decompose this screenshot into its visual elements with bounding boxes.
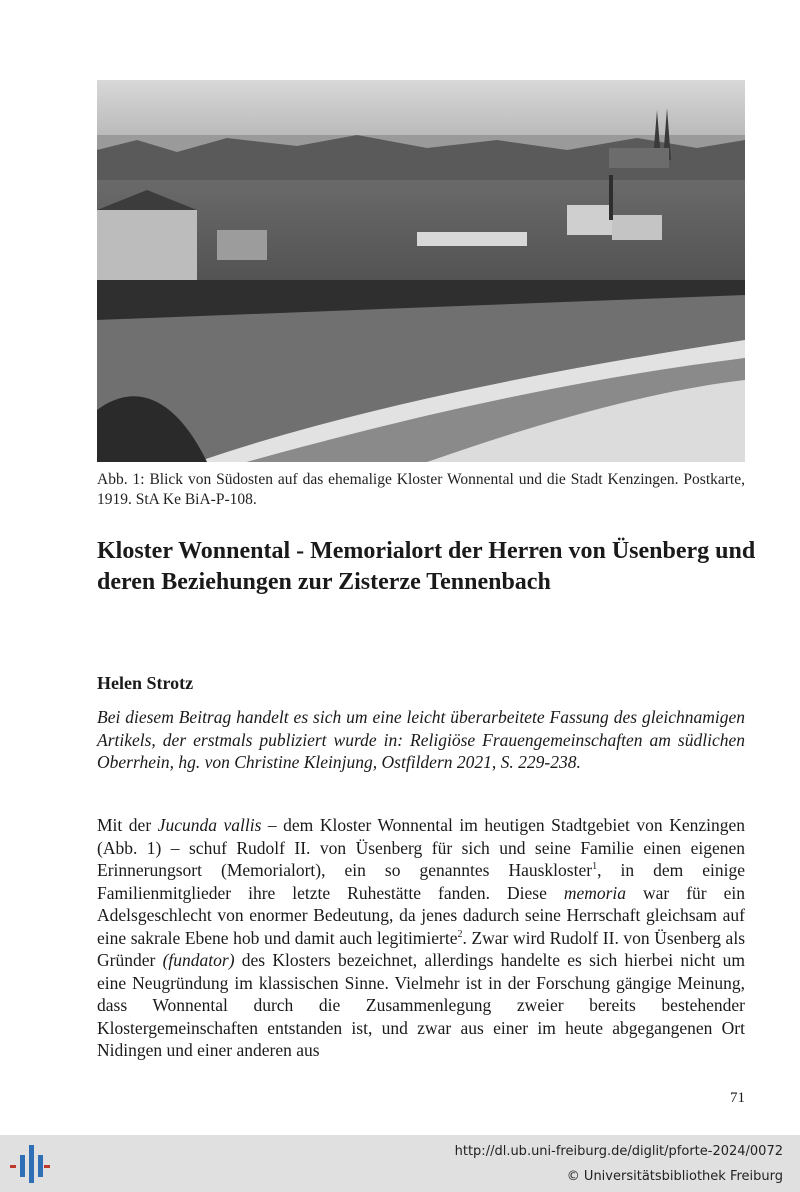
body-text-segment: Mit der [97, 815, 158, 835]
term-fundator: (fundator) [162, 950, 235, 970]
copyright-notice: © Universitätsbibliothek Freiburg [566, 1169, 783, 1184]
body-text-segment: . Zwar wird Rudolf II. von Üsenberg als Gründer [97, 927, 745, 970]
footnote-ref-1[interactable]: 1 [592, 861, 598, 873]
figure-photo-kenzingen [97, 80, 745, 462]
body-text-segment: war für ein Adelsgeschlecht von enormer Bedeutung, da jenes dadurch seine Herrschaft gleichsam auf eine sakrale Ebene hob und damit auch legitimierte [97, 882, 745, 948]
term-jucunda-vallis: Jucunda vallis [157, 815, 262, 835]
article-abstract: Bei diesem Beitrag handelt es sich um eine leicht überarbeitete Fassung des gleichnamigen Artikels, der erstmals publiziert wurde in: Religiöse Frauengemeinschaften am südlichen Oberrhein, hg. von Christine Kleinjung, Ostfildern 2021, S. 229-238. [97, 707, 745, 772]
footnote-ref-2[interactable]: 2 [457, 928, 463, 940]
viewer-footer [0, 1135, 800, 1192]
figure-caption: Abb. 1: Blick von Südosten auf das ehemalige Kloster Wonnental und die Stadt Kenzingen. Postkarte, 1919. StA Ke BiA-P-108. [97, 471, 745, 508]
body-text-segment: , in dem einige Familienmitglieder ihre letzte Ruhestätte fanden. Diese [97, 860, 745, 903]
term-memoria: memoria [563, 882, 627, 903]
article-title: Kloster Wonnental - Memorialort der Herren von Üsenberg und deren Beziehungen zur Zisterze Tennenbach [97, 538, 756, 595]
photo-illustration [97, 80, 745, 462]
permalink[interactable]: http://dl.ub.uni-freiburg.de/diglit/pforte-2024/0072 [454, 1144, 783, 1159]
page-number: 71 [730, 1090, 745, 1106]
body-text-segment: des Klosters bezeichnet, allerdings handelte es sich hierbei nicht um eine Neugründung im klassischen Sinne. Vielmehr ist in der Forschung gängige Meinung, dass Wonnental durch die Zusammenlegung zweier bereits bestehender Klostergemeinschaften entstanden ist, und zwar aus einer im heute abgegangenen Ort Nidingen und einer anderen aus [97, 950, 745, 1060]
body-text-segment: – dem Kloster Wonnental im heutigen Stadtgebiet von Kenzingen (Abb. 1) – schuf Rudolf II. von Üsenberg für sich und seine Familie einen eigenen Erinnerungsort (Memorialort), ein so genanntes Hauskloster [97, 815, 745, 880]
ub-freiburg-logo-icon [10, 1143, 50, 1183]
article-author: Helen Strotz [97, 673, 194, 693]
body-paragraph [97, 814, 745, 1062]
